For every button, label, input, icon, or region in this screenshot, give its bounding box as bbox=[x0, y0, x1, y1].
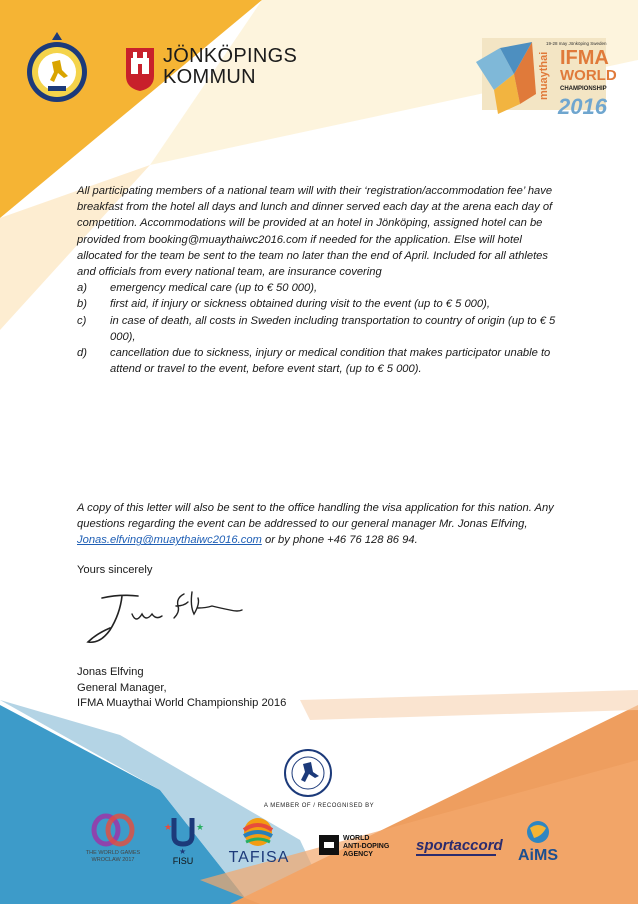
tafisa-text: TAFISA bbox=[228, 849, 290, 866]
fisu-logo bbox=[158, 812, 208, 866]
association-seal-logo bbox=[24, 30, 90, 106]
ifma-brand-text: muaythai bbox=[538, 51, 550, 100]
sportaccord-text: sportaccord bbox=[416, 837, 503, 854]
signer-title: General Manager, bbox=[77, 681, 167, 694]
sportaccord-logo bbox=[414, 832, 503, 860]
ifma-date-text: 19-28 may Jönköping Sweden bbox=[546, 41, 607, 46]
insurance-item-a bbox=[77, 280, 567, 296]
kommun-wordmark bbox=[163, 46, 297, 88]
ifma-title1-text: IFMA bbox=[560, 47, 609, 69]
signer-org: IFMA Muaythai World Championship 2016 bbox=[77, 697, 287, 709]
insurance-item-c bbox=[77, 313, 567, 345]
insurance-item-label: b) bbox=[77, 298, 87, 311]
salutation: Yours sincerely bbox=[77, 564, 153, 576]
closing-paragraph bbox=[77, 500, 577, 549]
insurance-item-text: first aid, if injury or sickness obtained during visit to the event (up to € 5 000), bbox=[110, 298, 490, 311]
kommun-line1: JÖNKÖPINGS bbox=[163, 45, 298, 67]
letter-paragraph: All participating members of a national team will with their ‘registration/accommodation fee’ have breakfast from the hotel all days and lunch and dinner served each day at the arena each day of competition. Accommodations will be provided at an hotel in Jönköping, assigned hotel can be provided from booking@muaythaiwc2016.com if needed for the application. Else will hotel allocated for the team be sent to the team no later than the end of April. Included for all athletes and officials from every national team, are insurance covering bbox=[77, 185, 553, 279]
kommun-crest-icon bbox=[124, 46, 156, 92]
svg-text:★: ★ bbox=[164, 823, 173, 833]
world-games-logo bbox=[82, 812, 144, 864]
aims-logo bbox=[512, 818, 566, 864]
svg-text:★: ★ bbox=[196, 823, 205, 833]
ifma-year-text: 2016 bbox=[558, 94, 607, 119]
insurance-item-label: d) bbox=[77, 347, 87, 360]
closing-text-1: A copy of this letter will also be sent to the office handling the visa application for this nation. Any questions regarding the event can be addressed to our general manager Mr. Jonas Elfving, bbox=[77, 502, 554, 531]
insurance-item-text: in case of death, all costs in Sweden including transportation to country of origin (up to € 5 000), bbox=[110, 314, 556, 343]
letter-body bbox=[77, 183, 567, 377]
ifma-title2-text: WORLD bbox=[560, 67, 617, 84]
wada-line3: AGENCY bbox=[343, 851, 373, 858]
kommun-line2: KOMMUN bbox=[163, 66, 256, 88]
svg-text:★: ★ bbox=[179, 847, 187, 856]
signer-name: Jonas Elfving bbox=[77, 666, 144, 678]
insurance-item-text: emergency medical care (up to € 50 000), bbox=[110, 282, 318, 295]
wada-logo bbox=[318, 830, 402, 862]
insurance-item-b bbox=[77, 296, 567, 312]
fisu-text: FISU bbox=[172, 856, 194, 866]
closing-text-2: or by phone +46 76 128 86 94. bbox=[261, 534, 418, 547]
insurance-item-label: a) bbox=[77, 282, 87, 295]
ifma-championship-logo bbox=[474, 34, 617, 124]
ifma-seal-logo bbox=[283, 748, 333, 798]
world-games-line1: THE WORLD GAMES bbox=[85, 850, 141, 856]
wada-line1: WORLD bbox=[343, 835, 370, 842]
insurance-item-text: cancellation due to sickness, injury or medical condition that makes participator unable to attend or travel to the event, before event start, (up to € 5 000). bbox=[110, 347, 551, 376]
member-recognised-text: A MEMBER OF / RECOGNISED BY bbox=[263, 803, 375, 809]
insurance-item-d bbox=[77, 345, 567, 377]
ifma-title3-text: CHAMPIONSHIP bbox=[560, 86, 607, 92]
wada-line2: ANTI-DOPING bbox=[343, 843, 390, 850]
world-games-line2: WROCLAW 2017 bbox=[91, 857, 135, 863]
signature-image bbox=[80, 584, 250, 652]
contact-email-link[interactable]: Jonas.elfving@muaythaiwc2016.com bbox=[77, 534, 262, 547]
signer-block bbox=[77, 665, 286, 712]
tafisa-logo bbox=[222, 814, 296, 866]
aims-text: AiMS bbox=[518, 847, 558, 864]
insurance-item-label: c) bbox=[77, 314, 87, 327]
